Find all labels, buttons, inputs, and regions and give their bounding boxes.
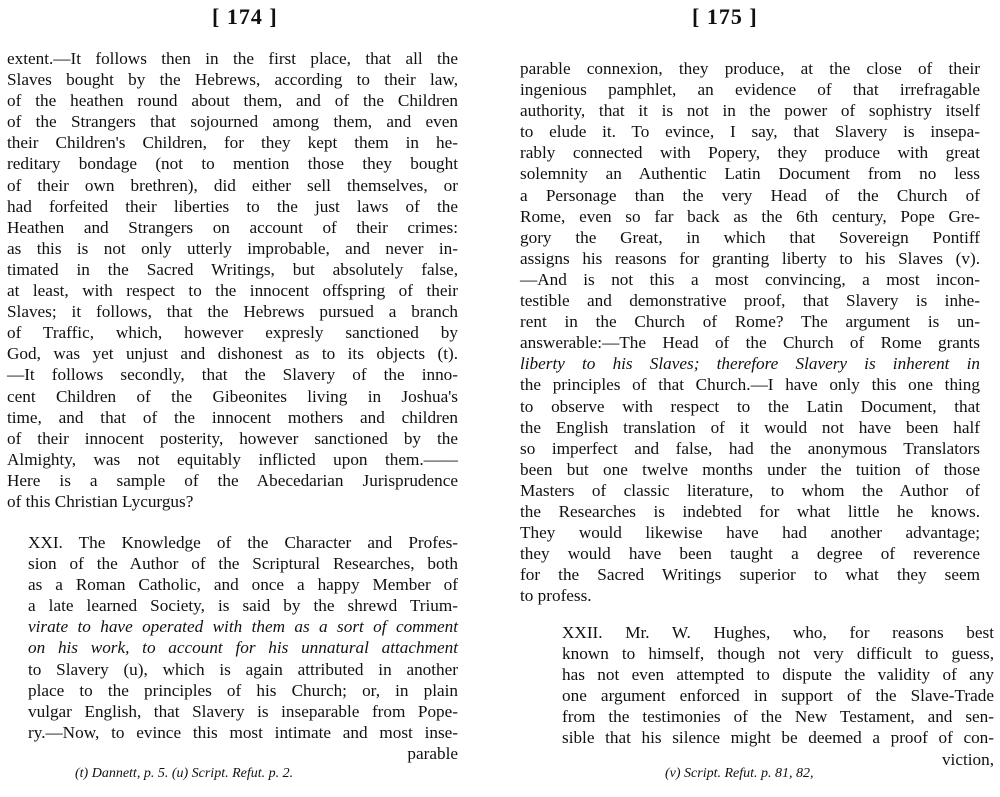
text-line: XXI. The Knowledge of the Character and Profes- [28,533,458,552]
right-page [500,0,1000,797]
text-line: Here is a sample of the Abecedarian Jurisprudence [7,470,458,490]
text-line: to elude it. To evince, I say, that Slavery is insepa- [520,122,980,142]
text-line: of their own brethren), did either sell themselves, or [7,175,458,195]
text-line: reditary bondage (not to mention those they bought [7,154,458,174]
text-line: gory the Great, in which that Sovereign Pontiff [520,227,980,247]
text-line: Masters of classic literature, to whom the Author of [520,480,980,500]
text-line: been but one twelve months under the tuition of those [520,459,980,479]
text-line: the English translation of it would not have been half [520,417,980,437]
text-line: a Personage than the very Head of the Church of [520,185,980,205]
text-line: as a Roman Catholic, and once a happy Member of [28,575,458,595]
text-line: Slaves bought by the Hebrews, according to their law, [7,70,458,90]
text-line: Slaves; it follows, that the Hebrews pursued a branch [7,302,458,322]
text-line: virate to have operated with them as a sort of comment [28,617,458,637]
text-line: of Traffic, which, however expresly sanctioned by [7,323,458,343]
text-line: on his work, to account for his unnatural attachment [28,638,458,658]
text-line: answerable:—The Head of the Church of Rome grants [520,333,980,353]
text-line: They would likewise have had another advantage; [520,523,980,543]
page-number: [ 174 ] [212,4,278,29]
text-line: —It follows secondly, that the Slavery of the inno- [7,365,458,385]
text-line: a late learned Society, is said by the shrewd Trium- [28,596,458,616]
text-line: time, and that of the innocent mothers and children [7,407,458,427]
text-line: cent Children of the Gibeonites living in Joshua's [7,386,458,406]
text-line: to observe with respect to the Latin Document, that [520,396,980,416]
left-paragraph-1 [7,48,458,512]
text-line: sible that his silence might be deemed a proof of con- [562,728,994,748]
text-line: their Children's Children, for they kept them in he- [7,133,458,153]
text-line: authority, that it is not in the power of sophistry itself [520,101,980,121]
text-line: from the testimonies of the New Testament, and sen- [562,707,994,727]
text-line: God, was yet unjust and dishonest as to its objects (t). [7,344,458,364]
text-line: rably connected with Popery, they produce with great [520,143,980,163]
text-line: liberty to his Slaves; therefore Slavery is inherent in [520,354,980,374]
text-line: vulgar English, that Slavery is inseparable from Pope- [28,701,458,721]
right-paragraph-2 [562,622,994,770]
text-line: extent.—It follows then in the first place, that all the [7,49,458,68]
text-line: one argument enforced in support of the Slave-Trade [562,686,994,706]
text-line: parable connexion, they produce, at the close of their [520,59,980,78]
text-line: for the Sacred Writings superior to what they seem [520,565,980,585]
text-line: so imperfect and false, had the anonymous Translators [520,438,980,458]
text-line: to Slavery (u), which is again attributed in another [28,659,458,679]
text-line: timated in the Sacred Writings, but absolutely false, [7,259,458,279]
catchword: viction, [941,749,994,769]
text-line: the Researches is indebted for what little he knows. [520,501,980,521]
text-line: the principles of that Church.—I have only this one thing [520,375,980,395]
text-line: —And is not this a most convincing, a most incon- [520,269,980,289]
page-number: [ 175 ] [692,4,758,29]
text-line: solemnity an Authentic Latin Document from no less [520,164,980,184]
text-line: ingenious pamphlet, an evidence of that irrefragable [520,80,980,100]
text-line: of the heathen round about them, and of the Children [7,91,458,111]
text-line: rent in the Church of Rome? The argument is un- [520,312,980,332]
text-line: Almighty, was not equitably inflicted upon them.—— [7,449,458,469]
text-line: as this is not only utterly improbable, and never in- [7,238,458,258]
catchword: parable [407,743,458,763]
text-line: Rome, even so far back as the 6th century, Pope Gre- [520,206,980,226]
text-line: Heathen and Strangers on account of their crimes: [7,217,458,237]
text-line: place to the principles of his Church; or, in plain [28,680,458,700]
right-paragraph-1 [520,58,980,606]
footnote: (v) Script. Refut. p. 81, 82, [665,766,814,781]
text-line: they would have been taught a degree of reverence [520,544,980,564]
text-line: ry.—Now, to evince this most intimate and most inse- [28,722,458,742]
text-line: assigns his reasons for granting liberty to his Slaves (v). [520,248,980,268]
footnote: (t) Dannett, p. 5. (u) Script. Refut. p. 2. [75,766,294,781]
text-line: of their innocent posterity, however sanctioned by the [7,428,458,448]
text-line: at least, with respect to the innocent offspring of their [7,281,458,301]
text-line: of this Christian Lycurgus? [7,491,194,511]
text-line: of the Strangers that sojourned among them, and even [7,112,458,132]
text-line: sion of the Author of the Scriptural Researches, both [28,554,458,574]
text-line: known to himself, though not very difficult to guess, [562,644,994,664]
text-line: had forfeited their liberties to the just laws of the [7,196,458,216]
text-line: testible and demonstrative proof, that Slavery is inhe- [520,291,980,311]
left-paragraph-2 [28,532,458,764]
text-line: to profess. [520,586,592,606]
text-line: has not even attempted to dispute the validity of any [562,665,994,685]
text-line: XXII. Mr. W. Hughes, who, for reasons best [562,623,994,642]
